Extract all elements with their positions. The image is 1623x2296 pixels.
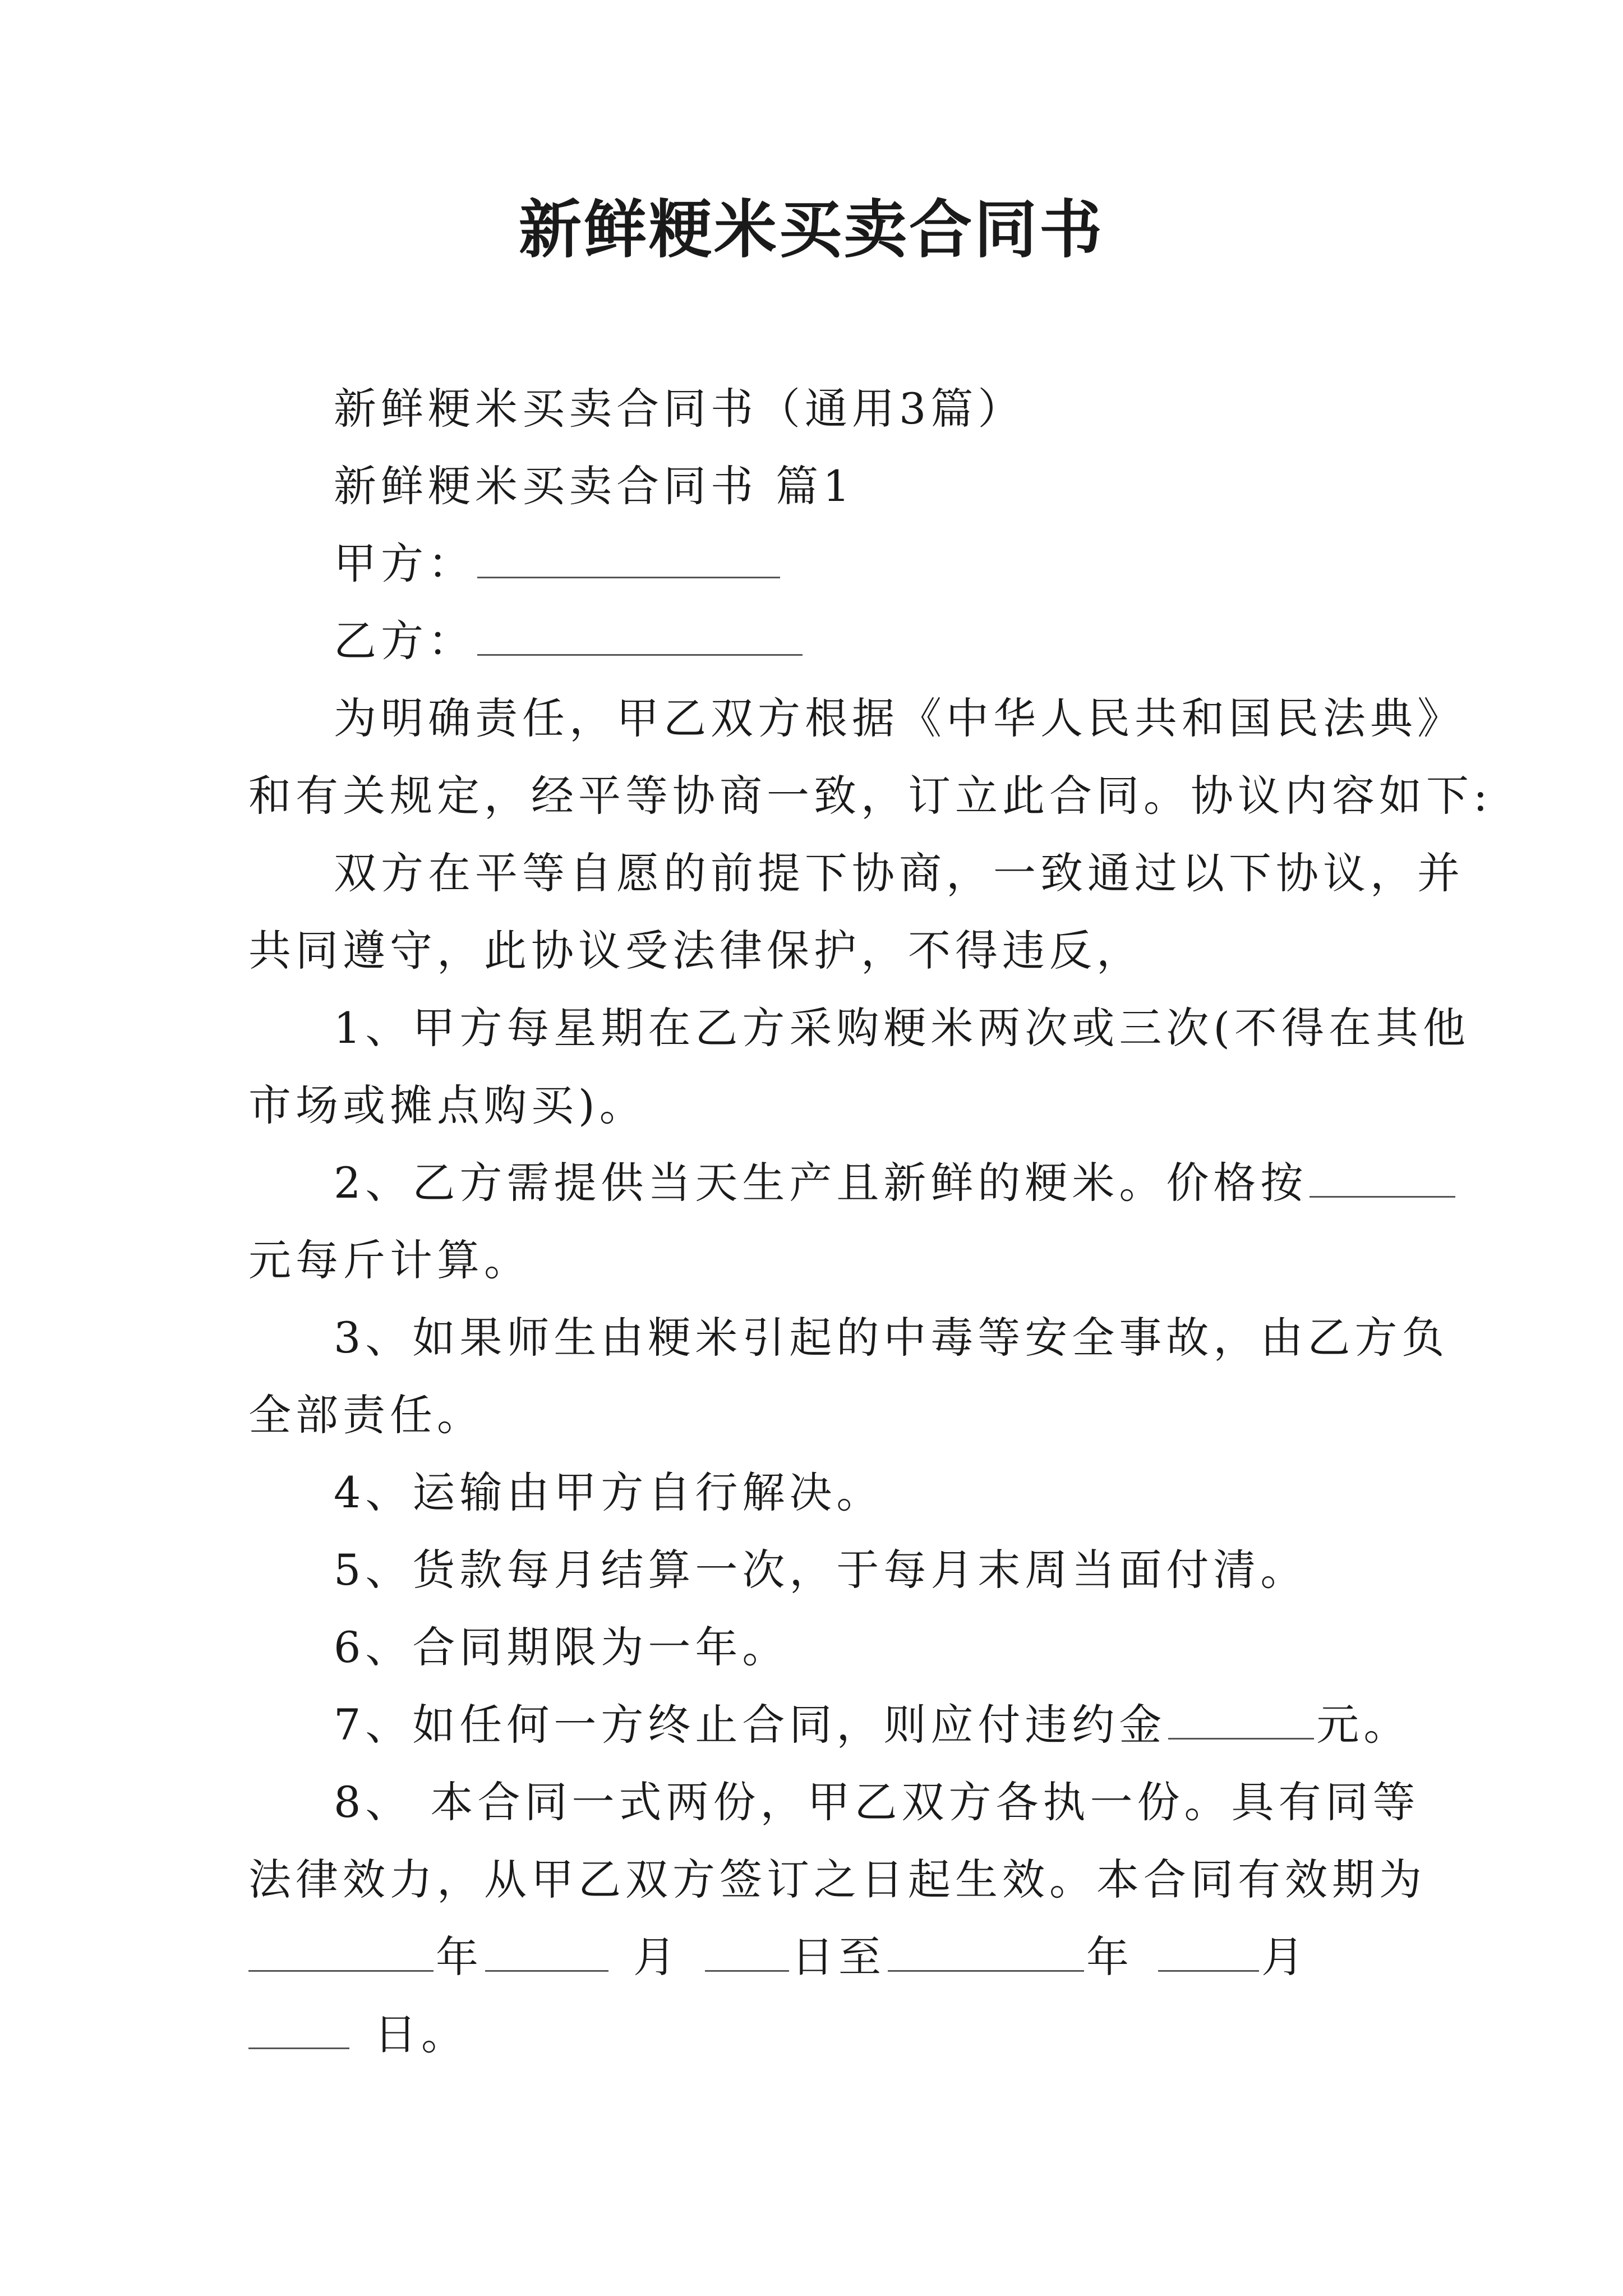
clause-3-line: 3、如果师生由粳米引起的中毒等安全事故，由乙方负 [334,1313,1449,1363]
paragraph-line: 和有关规定，经平等协商一致，订立此合同。协议内容如下: [248,771,1492,821]
party-b-line [248,602,1387,680]
end-month-blank [1158,1936,1259,1972]
party-a-line [248,525,1387,602]
paragraph-line: 共同遵守，此协议受法律保护，不得违反， [248,926,1144,976]
document-body [248,370,1492,2073]
validity-period-line [248,1996,1387,2073]
clause-7-unit: 元。 [1316,1700,1411,1750]
end-day-blank [248,2014,349,2049]
clause-4-line: 4、运输由甲方自行解决。 [334,1467,884,1517]
section-heading: 新鲜粳米买卖合同书 篇1 [334,461,855,511]
party-a-label: 甲方： [334,539,475,588]
page-title: 新鲜粳米买卖合同书 [519,193,1104,266]
start-day-to-label: 日至 [791,1932,886,1982]
clause-1-line: 1、甲方每星期在乙方采购粳米两次或三次(不得在其他 [334,1003,1470,1053]
price-blank [1310,1162,1455,1198]
validity-period-line [248,1918,1387,1996]
start-year-label: 年 [436,1932,483,1982]
clause-7-text: 7、如任何一方终止合同，则应付违约金 [334,1700,1166,1750]
party-b-blank [477,620,803,656]
clause-3-line: 全部责任。 [248,1390,484,1440]
start-month-blank [485,1936,608,1972]
doc-subtitle: 新鲜粳米买卖合同书（通用3篇） [334,384,1025,434]
clause-6-line: 6、合同期限为一年。 [334,1622,790,1672]
start-year-blank [248,1936,434,1972]
start-month-label: 月 [633,1932,680,1982]
clause-1-line: 市场或摊点购买)。 [248,1080,647,1130]
end-year-blank [888,1936,1084,1972]
penalty-blank [1168,1704,1314,1740]
end-year-label: 年 [1086,1932,1133,1982]
party-a-blank [477,543,780,578]
clause-2-text: 2、乙方需提供当天生产且新鲜的粳米。价格按 [334,1158,1308,1208]
clause-2-line: 元每斤计算。 [248,1235,531,1285]
clause-2-line [248,1144,1387,1222]
clause-8-line: 法律效力，从甲乙双方签订之日起生效。本合同有效期为 [248,1855,1426,1904]
end-day-label: 日。 [374,2009,468,2059]
paragraph-line: 双方在平等自愿的前提下协商，一致通过以下协议，并 [334,848,1464,898]
clause-8-line: 8、 本合同一式两份，甲乙双方各执一份。具有同等 [334,1777,1420,1827]
paragraph-line: 为明确责任，甲乙双方根据《中华人民共和国民法典》 [334,693,1464,743]
start-day-blank [705,1936,789,1972]
party-b-label: 乙方： [334,616,475,666]
clause-5-line: 5、货款每月结算一次，于每月末周当面付清。 [334,1545,1308,1595]
end-month-label: 月 [1261,1932,1308,1982]
clause-7-line [248,1686,1411,1764]
